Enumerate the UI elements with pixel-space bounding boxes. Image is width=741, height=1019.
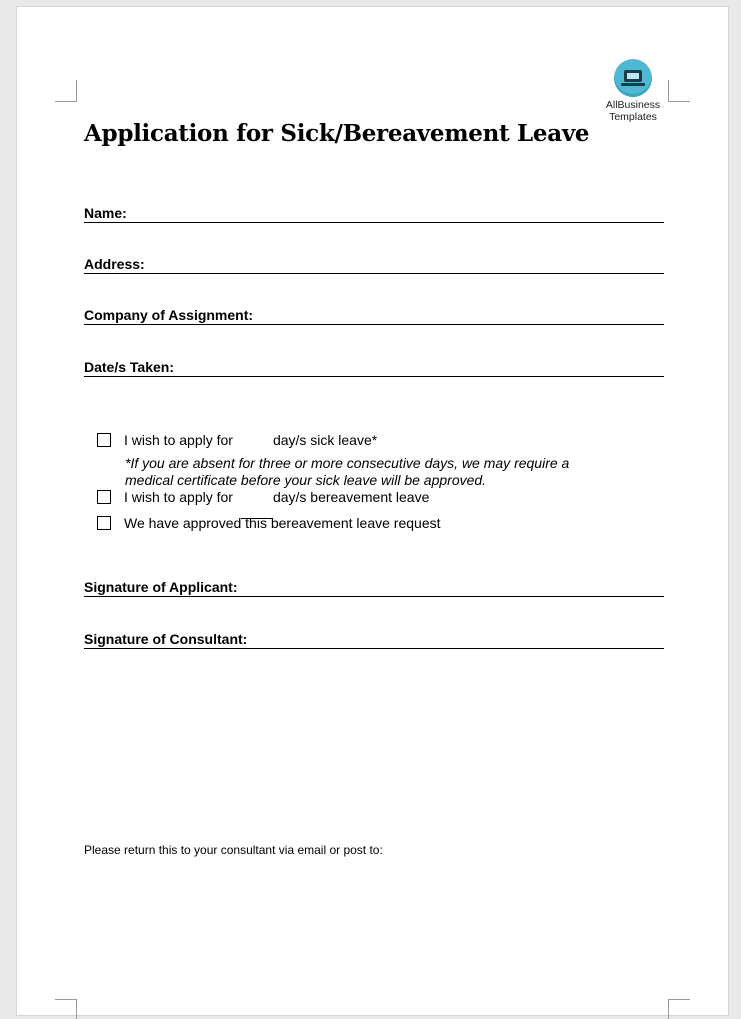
sick-leave-prefix: I wish to apply for [124,432,233,448]
bereavement-leave-prefix: I wish to apply for [124,489,233,505]
logo-text-line2: Templates [609,111,657,123]
bereavement-leave-suffix: day/s bereavement leave [272,489,430,505]
crop-mark-top-left [55,80,77,102]
address-field[interactable] [84,255,664,274]
note-line2: medical certificate before your sick leave will be approved. [125,472,487,488]
sick-leave-checkbox[interactable] [97,433,111,447]
crop-mark-bottom-left [55,999,77,1019]
approved-label: We have approved this bereavement leave request [124,515,441,531]
logo-text-line1: AllBusiness [605,99,661,111]
sick-leave-suffix: day/s sick leave* [272,432,378,448]
crop-mark-bottom-right [668,999,690,1019]
medical-certificate-note [125,455,569,489]
applicant-signature-label: Signature of Applicant: [84,579,238,595]
address-label: Address: [84,256,145,272]
page-title: Application for Sick/Bereavement Leave [84,120,590,147]
name-label: Name: [84,205,127,221]
name-field[interactable] [84,204,664,223]
approved-option [97,515,441,532]
sick-leave-option [97,432,377,449]
applicant-signature-field[interactable] [84,578,664,597]
return-instructions: Please return this to your consultant via email or post to: [84,843,383,857]
dates-taken-label: Date/s Taken: [84,359,174,375]
note-line1: *If you are absent for three or more consecutive days, we may require a [125,455,570,471]
company-label: Company of Assignment: [84,307,254,323]
approved-checkbox[interactable] [97,516,111,530]
consultant-signature-label: Signature of Consultant: [84,631,248,647]
consultant-signature-field[interactable] [84,630,664,649]
bereavement-leave-checkbox[interactable] [97,490,111,504]
laptop-icon [614,59,652,97]
logo-text [600,99,666,123]
document-page [16,6,729,1016]
allbusiness-logo [600,59,666,123]
company-field[interactable] [84,306,664,325]
dates-taken-field[interactable] [84,358,664,377]
crop-mark-top-right [668,80,690,102]
bereavement-leave-option [97,489,429,506]
